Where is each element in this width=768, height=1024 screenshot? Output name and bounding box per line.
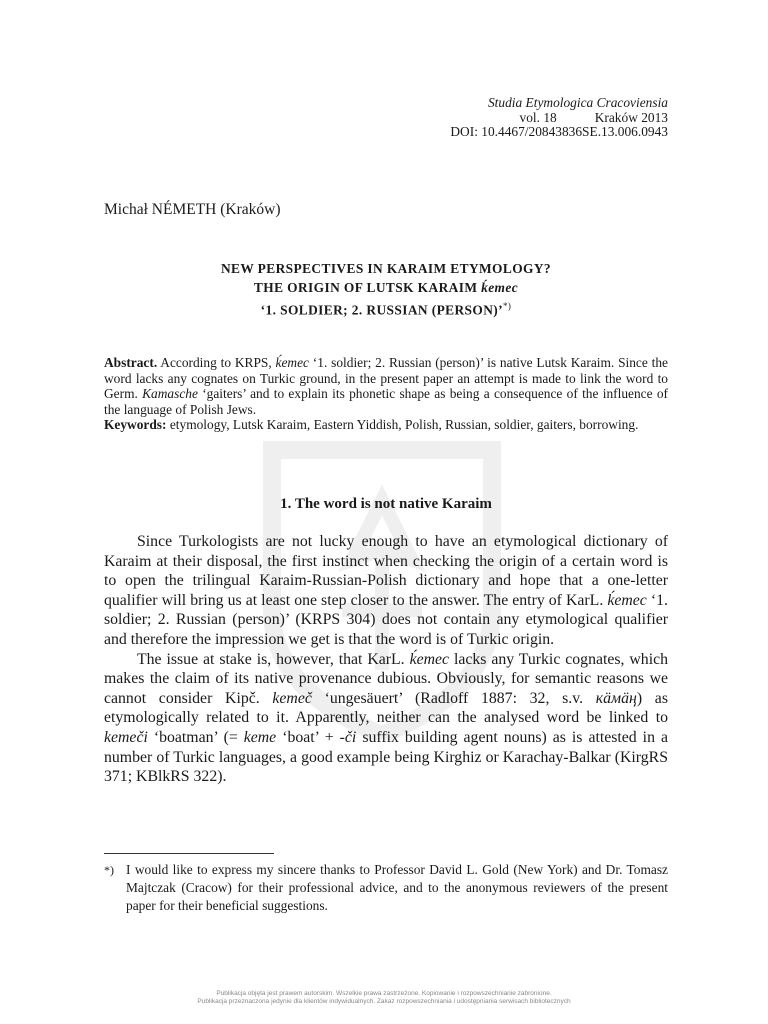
copyright-line-2: Publikacja przeznaczona jedynie dla klientów indywidualnych. Zakaz rozpowszechniania i udostępniania serwisach bibliotecznych — [197, 998, 571, 1005]
copyright-line-1: Publikacja objęta jest prawem autorskim. Wszelkie prawa zastrzeżone. Kopiowanie i rozpowszechnianie zabronione. — [216, 990, 552, 997]
journal-header — [450, 96, 668, 140]
term: kemeči — [104, 728, 148, 746]
text-seg: ‘1. soldier; 2. Russian (person)’ (KRPS 304) does not contain any etymological qualifier and therefore the impression we get is that the word is of Turkic origin. — [104, 591, 668, 648]
text-seg: ) as etymologically related to it. Apparently, neither can the analysed word be linked to — [104, 689, 668, 727]
text-seg: Since Turkologists are not lucky enough to have an etymological dictionary of Karaim at their disposal, the first instinct when checking the origin of a certain word is to open the trilingual Karaim-Russian-Polish dictionary and hope that a one-letter qualifier will bring us at least one step closer to the answer. The entry of KarL. — [104, 533, 668, 609]
article-title — [104, 260, 668, 320]
text-seg: ‘boat’ + — [276, 728, 340, 746]
author-line: Michał NÉMETH (Kraków) — [104, 201, 281, 218]
journal-doi: DOI: 10.4467/20843836SE.13.006.0943 — [450, 124, 668, 139]
title-footnote-mark: *) — [503, 301, 512, 311]
paragraph — [104, 650, 668, 787]
text-seg: lacks any Turkic cognates, which makes the claim of its native provenance dubious. Obviously, for semantic reasons we cannot consider Kipč. — [104, 650, 668, 707]
section-heading: 1. The word is not native Karaim — [280, 496, 492, 512]
text-seg: suffix building agent nouns) as is attested in a number of Turkic languages, a good example being Kirghiz or Karachay-Balkar (KirgRS 371; KBlkRS 322). — [104, 728, 668, 786]
abstract-text — [104, 355, 668, 417]
title-line-3-text: ‘1. SOLDIER; 2. RUSSIAN (PERSON)’ — [260, 302, 504, 318]
journal-name: Studia Etymologica Cracoviensia — [487, 95, 668, 110]
title-line-3 — [104, 297, 668, 320]
abstract-seg: ‘1. soldier; 2. Russian (person)’ is native Lutsk Karaim. Since the word lacks any cognates on Turkic ground, in the present paper an attempt is made to link the word to Germ. — [104, 355, 668, 402]
abstract-seg: ‘gaiters’ and to explain its phonetic shape as being a consequence of the influence of the language of Polish Jews. — [104, 386, 668, 417]
keywords — [104, 417, 668, 433]
term: кӓмӓӊ — [595, 689, 637, 707]
abstract-seg: According to KRPS, — [157, 355, 276, 370]
paragraph — [104, 532, 668, 650]
term: -či — [339, 728, 357, 746]
journal-volume: vol. 18 — [519, 109, 557, 125]
abstract-term: ḱemec — [275, 355, 309, 370]
term: ḱemec — [409, 650, 450, 668]
footnote — [104, 861, 668, 915]
text-seg: The issue at stake is, however, that KarL. — [137, 650, 410, 668]
abstract-term: Kamasche — [142, 386, 198, 402]
journal-volume-line — [450, 111, 668, 126]
text-seg: ‘ungesäuert’ (Radloff 1887: 32, s.v. — [311, 689, 596, 707]
footnote-divider — [104, 853, 274, 854]
title-line-1: NEW PERSPECTIVES IN KARAIM ETYMOLOGY? — [220, 261, 551, 276]
term: keme — [243, 728, 277, 746]
title-line-2-text: THE ORIGIN OF LUTSK KARAIM — [253, 279, 482, 295]
term: kemeč — [272, 689, 312, 707]
footnote-mark: *) — [104, 863, 114, 877]
body-text — [104, 532, 668, 787]
abstract-label: Abstract. — [104, 355, 158, 370]
abstract — [104, 355, 668, 433]
term: ḱemec — [607, 591, 647, 609]
title-word: ḱemec — [481, 279, 519, 295]
copyright-notice — [0, 990, 768, 1006]
title-line-2 — [104, 279, 668, 298]
text-seg: ‘boatman’ (= — [147, 728, 244, 746]
keywords-label: Keywords: — [104, 417, 167, 433]
journal-place-year: Kraków 2013 — [594, 109, 668, 125]
keywords-text: etymology, Lutsk Karaim, Eastern Yiddish, Polish, Russian, soldier, gaiters, borrowing. — [166, 417, 639, 433]
footnote-text: I would like to express my sincere thanks to Professor David L. Gold (New York) and Dr. Tomasz Majtczak (Cracow) for their professional advice, and to the anonymous reviewers of the present paper for their beneficial suggestions. — [126, 862, 668, 913]
